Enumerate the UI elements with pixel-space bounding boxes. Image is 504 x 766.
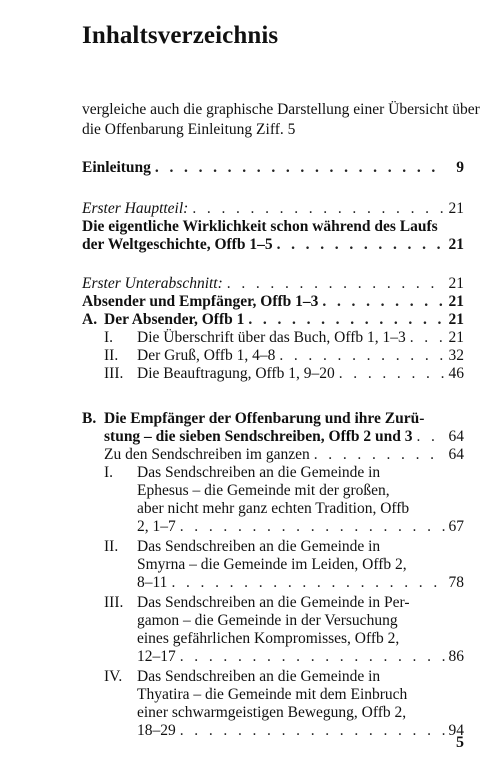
toc-entry-text: Der Absender, Offb 1 <box>104 311 245 328</box>
toc-entry <box>137 721 464 741</box>
toc-entry-text: 2, 1–7 <box>137 518 176 535</box>
toc-entry <box>137 517 464 537</box>
toc-entry-text: Das Sendschreiben an die Gemeinde in <box>137 464 381 481</box>
toc-entry-page: 64 <box>448 446 464 463</box>
toc-entry <box>104 445 464 465</box>
leader-dots <box>322 292 445 312</box>
leader-dots <box>180 647 445 667</box>
toc-entry-text: Erster Unterabschnitt: <box>82 275 223 292</box>
toc-entry-text: Der Gruß, Offb 1, 4–8 <box>137 347 276 364</box>
toc-entry-text: der Weltgeschichte, Offb 1–5 <box>82 236 273 253</box>
toc-entry-text: Erster Hauptteil: <box>82 200 189 217</box>
toc-entry-text: Smyrna – die Gemeinde im Leiden, Offb 2, <box>137 556 407 573</box>
toc-entry-text: Die Beauftragung, Offb 1, 9–20 <box>137 365 335 382</box>
leader-dots <box>314 445 445 465</box>
toc-entry-page: 21 <box>448 329 464 346</box>
toc-entry-page: 21 <box>448 275 464 292</box>
section-number: I. <box>104 464 114 481</box>
toc-entry-text: einer schwarmgeistigen Bewegung, Offb 2, <box>137 704 407 721</box>
toc-entry <box>137 647 464 667</box>
toc-entry <box>137 346 464 366</box>
section-number: IV. <box>104 668 123 685</box>
toc-entry-text: Einleitung <box>82 159 151 176</box>
toc-entry <box>137 328 464 348</box>
toc-entry <box>82 292 464 312</box>
toc-entry-page: 64 <box>448 428 464 445</box>
leader-dots <box>279 346 445 366</box>
section-number: I. <box>104 329 114 346</box>
section-number: III. <box>104 594 124 611</box>
leader-dots <box>171 573 445 593</box>
toc-entry-text: Das Sendschreiben an die Gemeinde in Per- <box>137 594 410 611</box>
leader-dots <box>180 517 445 537</box>
toc-entry <box>137 364 464 384</box>
toc-entry <box>82 199 464 219</box>
toc-entry-page: 86 <box>448 648 464 665</box>
section-number: III. <box>104 365 124 382</box>
leader-dots <box>192 199 445 219</box>
toc-entry-text: 12–17 <box>137 648 176 665</box>
leader-dots <box>277 235 445 255</box>
toc-entry-page: 46 <box>448 365 464 382</box>
toc-entry-text: Die eigentliche Wirklichkeit schon während des Laufs <box>82 218 438 235</box>
toc-entry <box>104 310 464 330</box>
toc-entry-page: 21 <box>448 311 464 328</box>
toc-entry-page: 32 <box>448 347 464 364</box>
toc-entry-text: eines gefährlichen Kompromisses, Offb 2, <box>137 630 400 647</box>
toc-entry-text: Die Empfänger der Offenbarung und ihre Zurü- <box>104 410 425 427</box>
leader-dots <box>227 274 445 294</box>
leader-dots <box>410 328 445 348</box>
toc-entry <box>137 573 464 593</box>
toc-entry-page: 9 <box>456 159 464 176</box>
toc-entry-page: 94 <box>448 722 464 739</box>
leader-dots <box>248 310 445 330</box>
section-number: B. <box>82 410 97 427</box>
toc-entry-text: 8–11 <box>137 574 168 591</box>
leader-dots <box>339 364 445 384</box>
toc-entry-text: Das Sendschreiben an die Gemeinde in <box>137 668 381 685</box>
section-number: A. <box>82 311 98 328</box>
leader-dots <box>155 158 445 178</box>
toc-entry-text: Die Überschrift über das Buch, Offb 1, 1–3 <box>137 329 406 346</box>
toc-entry <box>82 235 464 255</box>
toc-entry-page: 78 <box>448 574 464 591</box>
page-title: Inhaltsverzeichnis <box>82 22 279 49</box>
toc-entry-page: 21 <box>448 236 464 253</box>
toc-entry-page: 21 <box>448 200 464 217</box>
toc-entry-text: gamon – die Gemeinde in der Versuchung <box>137 612 398 629</box>
toc-entry <box>82 158 464 178</box>
section-number: II. <box>104 347 119 364</box>
toc-entry-text: aber nicht mehr ganz echten Tradition, Offb <box>137 500 410 517</box>
toc-entry-page: 21 <box>448 293 464 310</box>
toc-entry-text: Thyatira – die Gemeinde mit dem Einbruch <box>137 686 408 703</box>
toc-entry-text: Ephesus – die Gemeinde mit der großen, <box>137 482 390 499</box>
intro-note: vergleiche auch die graphische Darstellung einer Übersicht über die Offenbarung Einleitung Ziff. 5 <box>82 101 480 138</box>
toc-entry-text: 18–29 <box>137 722 176 739</box>
toc-entry-text: Zu den Sendschreiben im ganzen <box>104 446 310 463</box>
toc-entry <box>104 427 464 447</box>
page-number: 5 <box>456 734 464 751</box>
toc-entry-text: Das Sendschreiben an die Gemeinde in <box>137 538 381 555</box>
toc-entry <box>82 274 464 294</box>
toc-entry-page: 67 <box>448 518 464 535</box>
section-number: II. <box>104 538 119 555</box>
leader-dots <box>417 427 446 447</box>
leader-dots <box>180 721 445 741</box>
toc-entry-text: stung – die sieben Sendschreiben, Offb 2 und 3 <box>104 428 413 445</box>
toc-entry-text: Absender und Empfänger, Offb 1–3 <box>82 293 319 310</box>
